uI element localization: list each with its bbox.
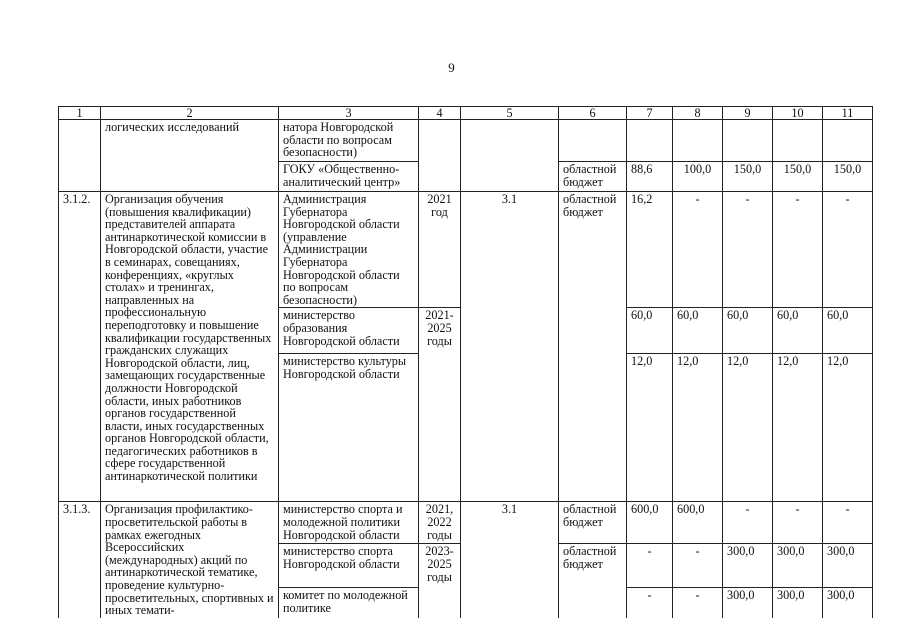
cell-val: 60,0: [823, 308, 873, 354]
page-number: 9: [448, 60, 455, 75]
cell-val: 12,0: [673, 354, 723, 502]
cell-val: [673, 120, 723, 162]
cell-val: 88,6: [627, 162, 673, 192]
cell-target: 3.1: [461, 192, 559, 502]
cell-val: 60,0: [773, 308, 823, 354]
cell-exec: ГОКУ «Общественно-аналитический центр»: [279, 162, 419, 192]
cell-val: 600,0: [627, 502, 673, 544]
cell-val: 300,0: [823, 544, 873, 588]
cell-val: -: [723, 192, 773, 308]
cell-exec: комитет по молодежной политике: [279, 588, 419, 618]
cell-val: -: [673, 192, 723, 308]
cell-desc: логических исследований: [101, 120, 279, 192]
cell-val: -: [673, 544, 723, 588]
header-row: [59, 107, 873, 120]
cell-exec: министерство образования Новгородской области: [279, 308, 419, 354]
cell-val: 600,0: [673, 502, 723, 544]
col-header: 11: [823, 107, 873, 120]
cell-val: 12,0: [627, 354, 673, 502]
cell-val: 300,0: [773, 588, 823, 618]
cell-num: 3.1.3.: [59, 502, 101, 618]
cell-src: областной бюджет: [559, 192, 627, 502]
col-header: 5: [461, 107, 559, 120]
cell-num: [59, 120, 101, 192]
cell-val: -: [823, 502, 873, 544]
cell-val: 12,0: [723, 354, 773, 502]
cell-val: 12,0: [823, 354, 873, 502]
cell-term: 2021 год: [419, 192, 461, 308]
col-header: 3: [279, 107, 419, 120]
cell-val: -: [627, 588, 673, 618]
cell-val: [627, 120, 673, 162]
col-header: 10: [773, 107, 823, 120]
col-header: 2: [101, 107, 279, 120]
table-row: [59, 502, 873, 544]
cell-val: 150,0: [723, 162, 773, 192]
table-row: [59, 192, 873, 308]
cell-src: областной бюджет: [559, 162, 627, 192]
cell-val: -: [823, 192, 873, 308]
cell-val: 60,0: [627, 308, 673, 354]
program-activities-table: [58, 106, 873, 618]
cell-val: 60,0: [673, 308, 723, 354]
cell-val: -: [773, 192, 823, 308]
cell-target: 3.1: [461, 502, 559, 618]
col-header: 9: [723, 107, 773, 120]
cell-val: -: [673, 588, 723, 618]
cell-val: 300,0: [723, 544, 773, 588]
cell-val: -: [723, 502, 773, 544]
cell-val: -: [773, 502, 823, 544]
cell-val: 60,0: [723, 308, 773, 354]
cell-exec: натора Новгородской области по вопросам безопасности): [279, 120, 419, 162]
cell-val: 150,0: [773, 162, 823, 192]
cell-val: 300,0: [723, 588, 773, 618]
cell-src: [559, 120, 627, 162]
cell-val: 300,0: [773, 544, 823, 588]
cell-desc: Организация профилактико-просветительской работы в рамках ежегодных Всероссийских (международных) акций по антинаркотической тематике, проведение культурно-просветительных, спортивных и иных темати-: [101, 502, 279, 618]
col-header: 7: [627, 107, 673, 120]
cell-term: 2023-2025 годы: [419, 544, 461, 618]
cell-term: [419, 120, 461, 192]
cell-val: [823, 120, 873, 162]
col-header: 8: [673, 107, 723, 120]
cell-term: 2021, 2022 годы: [419, 502, 461, 544]
cell-desc: Организация обучения (повышения квалификации) представителей аппарата антинаркотической комиссии в Новгородской области, участие в семинарах, совещаниях, конференциях, «круглых столах» и тренингах, направленных на профессиональную переподготовку и повышение квалификации государственных гражданских служащих Новгородской области, лиц, замещающих государственные должности Новгородской области, иных работников органов государственной власти, иных государственных органов Новгородской области, педагогических работников в сфере государственной антинаркотической политики: [101, 192, 279, 502]
cell-exec: Администрация Губернатора Новгородской области (управление Администрации Губернатора Новгородской области по вопросам безопасности): [279, 192, 419, 308]
cell-val: 300,0: [823, 588, 873, 618]
cell-src: областной бюджет: [559, 544, 627, 618]
cell-num: 3.1.2.: [59, 192, 101, 502]
cell-val: 16,2: [627, 192, 673, 308]
table-row: [59, 120, 873, 162]
cell-val: 150,0: [823, 162, 873, 192]
cell-val: 100,0: [673, 162, 723, 192]
col-header: 6: [559, 107, 627, 120]
col-header: 1: [59, 107, 101, 120]
cell-val: [773, 120, 823, 162]
cell-val: 12,0: [773, 354, 823, 502]
cell-val: -: [627, 544, 673, 588]
cell-exec: министерство спорта Новгородской области: [279, 544, 419, 588]
cell-exec: министерство культуры Новгородской области: [279, 354, 419, 502]
cell-src: областной бюджет: [559, 502, 627, 544]
cell-term: 2021-2025 годы: [419, 308, 461, 502]
cell-target: [461, 120, 559, 192]
cell-val: [723, 120, 773, 162]
cell-exec: министерство спорта и молодежной политики Новгородской области: [279, 502, 419, 544]
col-header: 4: [419, 107, 461, 120]
